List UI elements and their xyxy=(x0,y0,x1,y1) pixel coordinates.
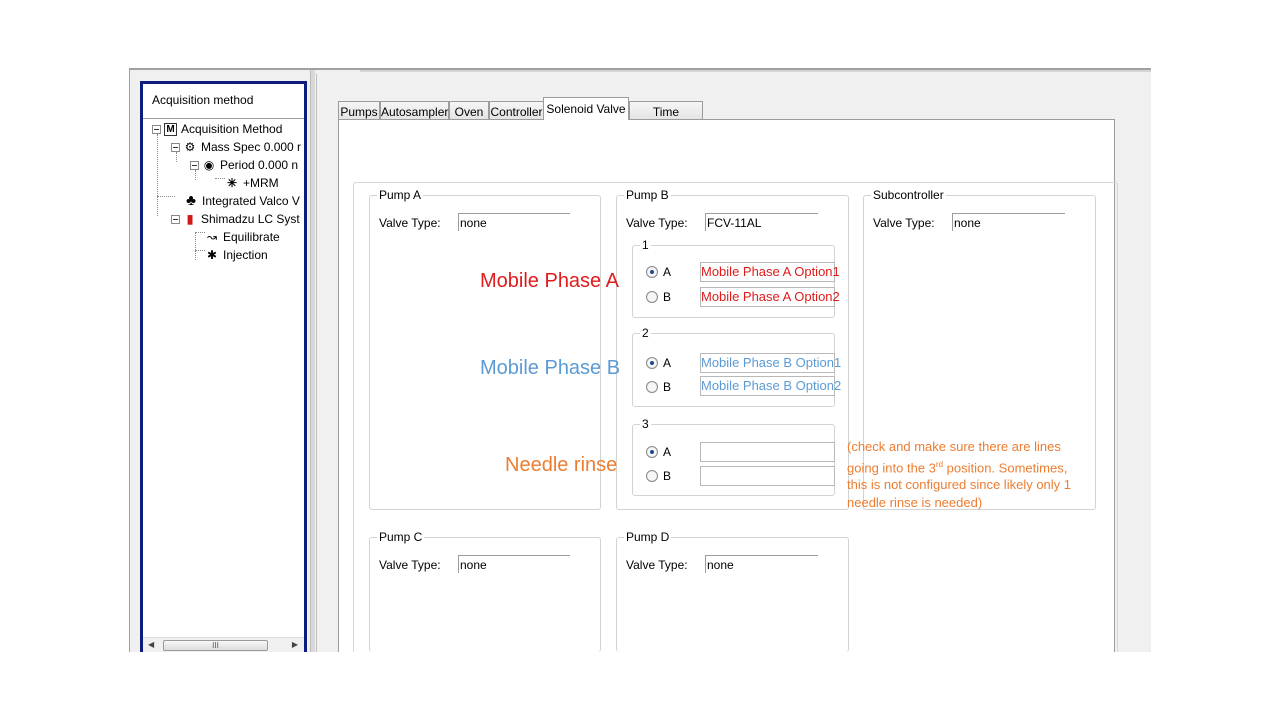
note-line: (check and make sure there are lines xyxy=(847,439,1061,454)
tree-item-label: Shimadzu LC Syst xyxy=(201,212,300,226)
valve-type-label: Valve Type: xyxy=(626,216,688,230)
valve-type-label: Valve Type: xyxy=(873,216,935,230)
tree-item-label: Integrated Valco V xyxy=(202,194,300,208)
equilibrate-icon: ↝ xyxy=(206,230,218,244)
radio-1b[interactable] xyxy=(646,289,671,305)
group-title: Pump D xyxy=(626,530,670,544)
tree-connector xyxy=(195,233,196,260)
note-line: needle rinse is needed) xyxy=(847,494,983,510)
tree-item-label: +MRM xyxy=(243,176,279,190)
tree-connector xyxy=(215,178,225,179)
radio-unselected-icon[interactable] xyxy=(646,470,658,482)
tree-item-label: Acquisition Method xyxy=(181,122,283,136)
group-2-option-a-field[interactable]: Mobile Phase B Option1 xyxy=(700,353,835,373)
tree-item-injection[interactable] xyxy=(205,246,268,264)
group-3-option-b-field[interactable] xyxy=(700,466,835,486)
horizontal-scrollbar[interactable] xyxy=(143,637,304,652)
collapse-icon[interactable] xyxy=(171,143,180,152)
pump-d-group xyxy=(616,530,849,652)
group-title: Pump A xyxy=(379,188,422,202)
period-icon: ◉ xyxy=(203,158,215,172)
tab-autosampler[interactable]: Autosampler xyxy=(380,101,449,120)
tree-connector xyxy=(195,250,205,251)
group-title: Subcontroller xyxy=(873,188,944,202)
valve-type-label: Valve Type: xyxy=(626,558,688,572)
radio-unselected-icon[interactable] xyxy=(646,381,658,393)
pump-c-valve-type-field[interactable]: none xyxy=(458,555,570,573)
note-text: going into the 3 xyxy=(847,459,936,475)
acquisition-method-pane xyxy=(140,81,307,652)
group-2-option-b-field[interactable]: Mobile Phase B Option2 xyxy=(700,376,835,396)
injection-icon: ✱ xyxy=(206,248,218,262)
tree-connector xyxy=(195,232,205,233)
window-top-border xyxy=(360,70,1151,72)
radio-label: B xyxy=(663,290,672,304)
group-title: Pump C xyxy=(379,530,423,544)
collapse-icon[interactable] xyxy=(152,125,161,134)
pump-a-valve-type-field[interactable]: none xyxy=(458,213,570,231)
pump-d-valve-type-field[interactable]: none xyxy=(705,555,818,573)
tree-item-valco-valve[interactable] xyxy=(184,192,300,210)
group-title: 1 xyxy=(642,238,649,252)
radio-3a[interactable] xyxy=(646,444,671,460)
radio-3b[interactable] xyxy=(646,468,671,484)
tree-item-period[interactable] xyxy=(190,156,298,174)
tree-item-acquisition-method[interactable] xyxy=(152,120,282,138)
radio-label: A xyxy=(663,265,672,279)
annotation-note xyxy=(847,438,1092,511)
radio-label: A xyxy=(663,356,672,370)
radio-selected-icon[interactable] xyxy=(646,266,658,278)
tree-item-mass-spec[interactable] xyxy=(171,138,301,156)
radio-1a[interactable] xyxy=(646,264,671,280)
lc-icon: ▮ xyxy=(186,212,194,226)
radio-label: B xyxy=(663,380,672,394)
collapse-icon[interactable] xyxy=(171,215,180,224)
radio-label: B xyxy=(663,469,672,483)
group-1-option-a-field[interactable]: Mobile Phase A Option1 xyxy=(700,262,835,282)
tree-item-label: Period 0.000 n xyxy=(220,158,299,172)
note-superscript: rd xyxy=(935,459,944,469)
tree-connector xyxy=(157,196,175,197)
tree-item-equilibrate[interactable] xyxy=(205,228,280,246)
tab-oven[interactable]: Oven xyxy=(449,101,489,120)
tab-pumps[interactable]: Pumps xyxy=(338,101,380,120)
pump-b-group xyxy=(616,188,849,510)
radio-unselected-icon[interactable] xyxy=(646,291,658,303)
radio-label: A xyxy=(663,445,672,459)
group-title: 2 xyxy=(642,326,649,340)
pane-splitter[interactable] xyxy=(310,70,315,652)
valve-type-label: Valve Type: xyxy=(379,216,441,230)
annotation-mobile-phase-a: Mobile Phase A xyxy=(480,270,619,292)
tree-item-label: Injection xyxy=(223,248,268,262)
method-icon: M xyxy=(164,123,177,136)
mass-spec-icon: ⚙ xyxy=(184,140,196,154)
pane-title: Acquisition method xyxy=(143,84,304,119)
radio-2b[interactable] xyxy=(646,379,671,395)
valve-group-3 xyxy=(632,417,835,496)
group-3-option-a-field[interactable] xyxy=(700,442,835,462)
note-text: position. Sometimes, xyxy=(943,459,1068,475)
method-tree xyxy=(143,120,304,637)
subcontroller-valve-type-field[interactable]: none xyxy=(952,213,1065,231)
radio-2a[interactable] xyxy=(646,355,671,371)
scroll-left-icon[interactable]: ◀ xyxy=(148,640,155,649)
tree-item-mrm[interactable] xyxy=(225,174,279,192)
tab-solenoid-valve[interactable]: Solenoid Valve xyxy=(543,97,629,120)
tab-time-program[interactable]: Time xyxy=(629,101,703,120)
collapse-icon[interactable] xyxy=(190,161,199,170)
group-title: Pump B xyxy=(626,188,669,202)
tree-item-shimadzu-lc[interactable] xyxy=(171,210,300,228)
scroll-thumb[interactable]: III xyxy=(163,640,268,651)
annotation-mobile-phase-b: Mobile Phase B xyxy=(480,357,621,379)
valve-group-1 xyxy=(632,238,840,318)
pump-c-group xyxy=(369,530,601,652)
valve-icon: ♣ xyxy=(186,192,196,209)
mrm-icon: ✳ xyxy=(226,176,238,190)
note-line: this is not configured since likely only 1 xyxy=(847,477,1072,493)
tree-item-label: Mass Spec 0.000 r xyxy=(201,140,302,154)
group-title: 3 xyxy=(642,417,649,431)
tab-controller[interactable]: Controller xyxy=(489,101,544,120)
valve-type-label: Valve Type: xyxy=(379,558,441,572)
note-line xyxy=(847,456,1092,477)
radio-selected-icon[interactable] xyxy=(646,357,658,369)
pump-b-valve-type-field[interactable]: FCV-11AL xyxy=(705,213,818,231)
valve-group-2 xyxy=(632,326,842,407)
annotation-needle-rinse: Needle rinse xyxy=(505,454,618,476)
tree-connector xyxy=(157,134,158,216)
group-1-option-b-field[interactable]: Mobile Phase A Option2 xyxy=(700,287,835,307)
scroll-right-icon[interactable]: ▶ xyxy=(291,640,298,649)
radio-selected-icon[interactable] xyxy=(646,446,658,458)
tree-item-label: Equilibrate xyxy=(223,230,280,244)
